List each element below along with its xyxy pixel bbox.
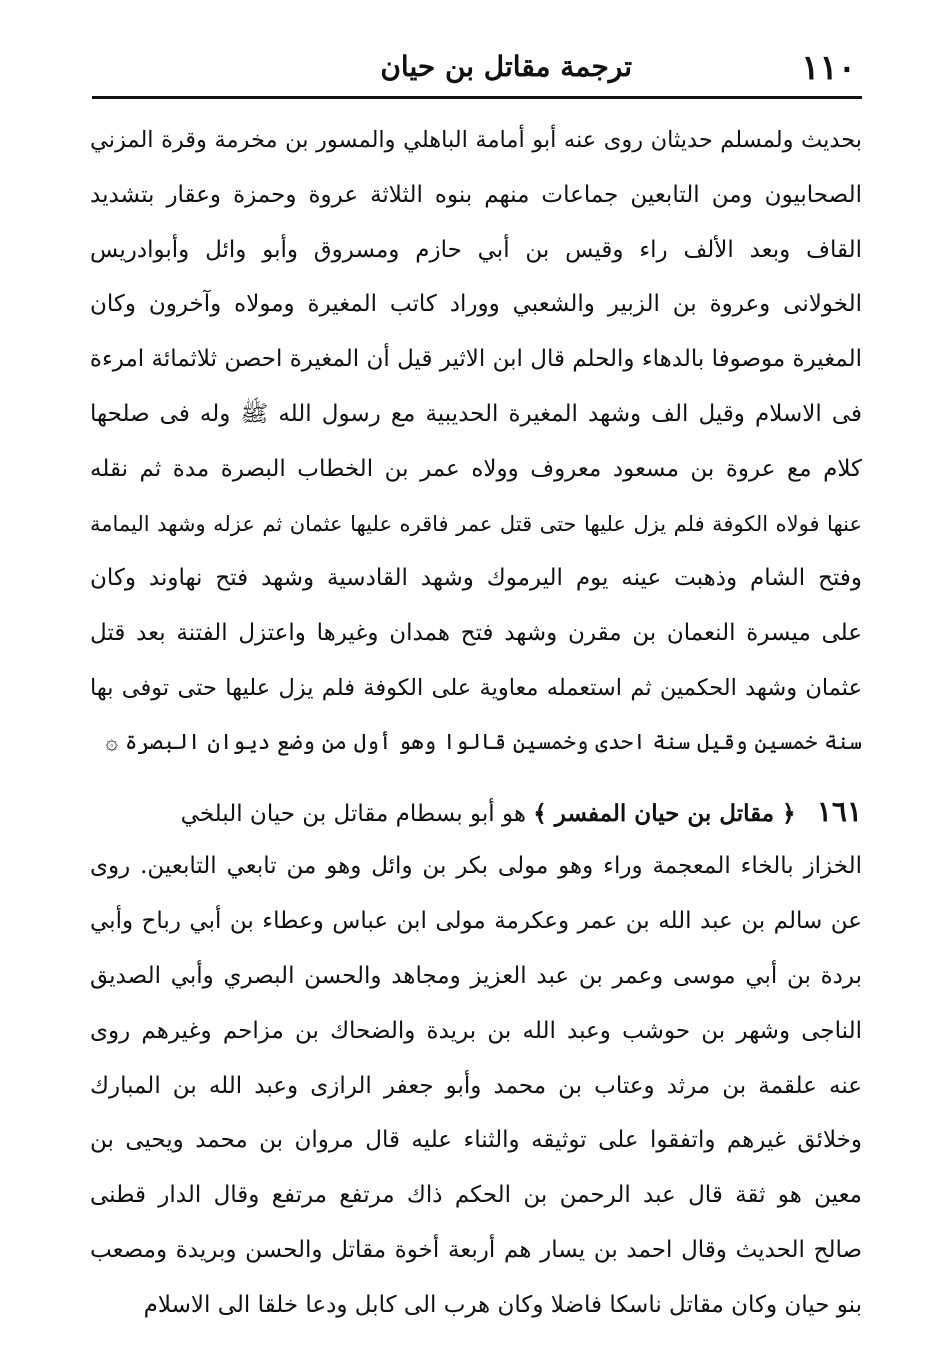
entry-number: ١٦١ [816, 794, 862, 828]
entry-gap [90, 771, 862, 785]
text-line: الخولانى وعروة بن الزبير والشعبي ووراد كاتب المغيرة ومولاه وآخرون وكان [90, 291, 862, 318]
text-line: وفتح الشام وذهبت عينه يوم اليرموك وشهد القادسية وشهد فتح نهاوند وكان [90, 565, 862, 592]
text-line: بحديث ولمسلم حديثان روى عنه أبو أمامة الباهلي والمسور بن مخرمة وقرة المزني [90, 127, 862, 153]
text-line: كلام مع عروة بن مسعود معروف وولاه عمر بن الخطاب البصرة مدة ثم نقله [90, 455, 862, 482]
text-line: عنها فولاه الكوفة فلم يزل عليها حتى قتل عمر فاقره عليها عثمان ثم عزله وشهد اليمامة [90, 511, 862, 536]
entry-heading-line [90, 785, 862, 840]
paragraph-mughira-biography [90, 113, 862, 771]
header-rule [92, 96, 862, 99]
body-text [90, 113, 862, 1333]
text-line: سنة خمسين وقيل سنة احدى وخمسين قالوا وهو أول من وضع ديوان البصرة ۞ [105, 729, 862, 755]
page-number: ١١٠ [801, 48, 856, 88]
text-line: وخلائق غيرهم واتفقوا على توثيقه والثناء عليه قال مروان بن محمد ويحيى بن [90, 1127, 862, 1154]
page-header [92, 40, 862, 96]
text-line: فى الاسلام وقيل الف وشهد المغيرة الحديبية مع رسول الله ﷺ وله فى صلحها [90, 400, 862, 427]
text-line: القاف وبعد الألف راء وقيس بن أبي حازم ومسروق وأبو وائل وأبوادريس [90, 236, 862, 263]
entry-title: ﴿ مقاتل بن حيان المفسر ﴾ [533, 799, 796, 827]
text-line: معين هو ثقة قال عبد الرحمن بن الحكم ذاك مرتفع مرتفع وقال الدار قطنى [90, 1182, 862, 1209]
text-line: صالح الحديث وقال احمد بن يسار هم أربعة أخوة مقاتل والحسن وبريدة ومصعب [90, 1236, 862, 1263]
entry-161-muqatil-ibn-hayyan [90, 785, 862, 1333]
text-line: الناجى وشهر بن حوشب وعبد الله بن بريدة والضحاك بن مزاحم وغيرهم روى [90, 1017, 862, 1044]
text-line: بنو حيان وكان مقاتل ناسكا فاضلا وكان هرب الى كابل ودعا خلقا الى الاسلام [143, 1291, 862, 1318]
running-title: ترجمة مقاتل بن حيان [380, 50, 632, 83]
text-line: الخزاز بالخاء المعجمة وراء وهو مولى بكر بن وائل وهو من تابعي التابعين. روى [90, 853, 862, 880]
text-line: المغيرة موصوفا بالدهاء والحلم قال ابن الاثير قيل أن المغيرة احصن ثلاثمائة امرءة [90, 346, 862, 373]
text-line: عن سالم بن عبد الله بن عمر وعكرمة مولى ابن عباس وعطاء بن أبي رباح وأبي [90, 908, 862, 935]
text-line: بردة بن أبي موسى وعمر بن عبد العزيز ومجاهد والحسن البصري وأبي الصديق [90, 962, 862, 989]
text-line: عنه علقمة بن مرثد وعتاب بن محمد وأبو جعفر الرازى وعبد الله بن المبارك [90, 1072, 862, 1099]
entry-heading-text: هو أبو بسطام مقاتل بن حيان البلخي [180, 800, 526, 827]
text-line: عثمان وشهد الحكمين ثم استعمله معاوية على الكوفة فلم يزل عليها حتى توفى بها [90, 674, 862, 701]
text-line: على ميسرة النعمان بن مقرن وشهد فتح همدان وغيرها واعتزل الفتنة بعد قتل [90, 620, 862, 647]
text-line: الصحابيون ومن التابعين جماعات منهم بنوه الثلاثة عروة وحمزة وعقار بتشديد [90, 181, 862, 208]
